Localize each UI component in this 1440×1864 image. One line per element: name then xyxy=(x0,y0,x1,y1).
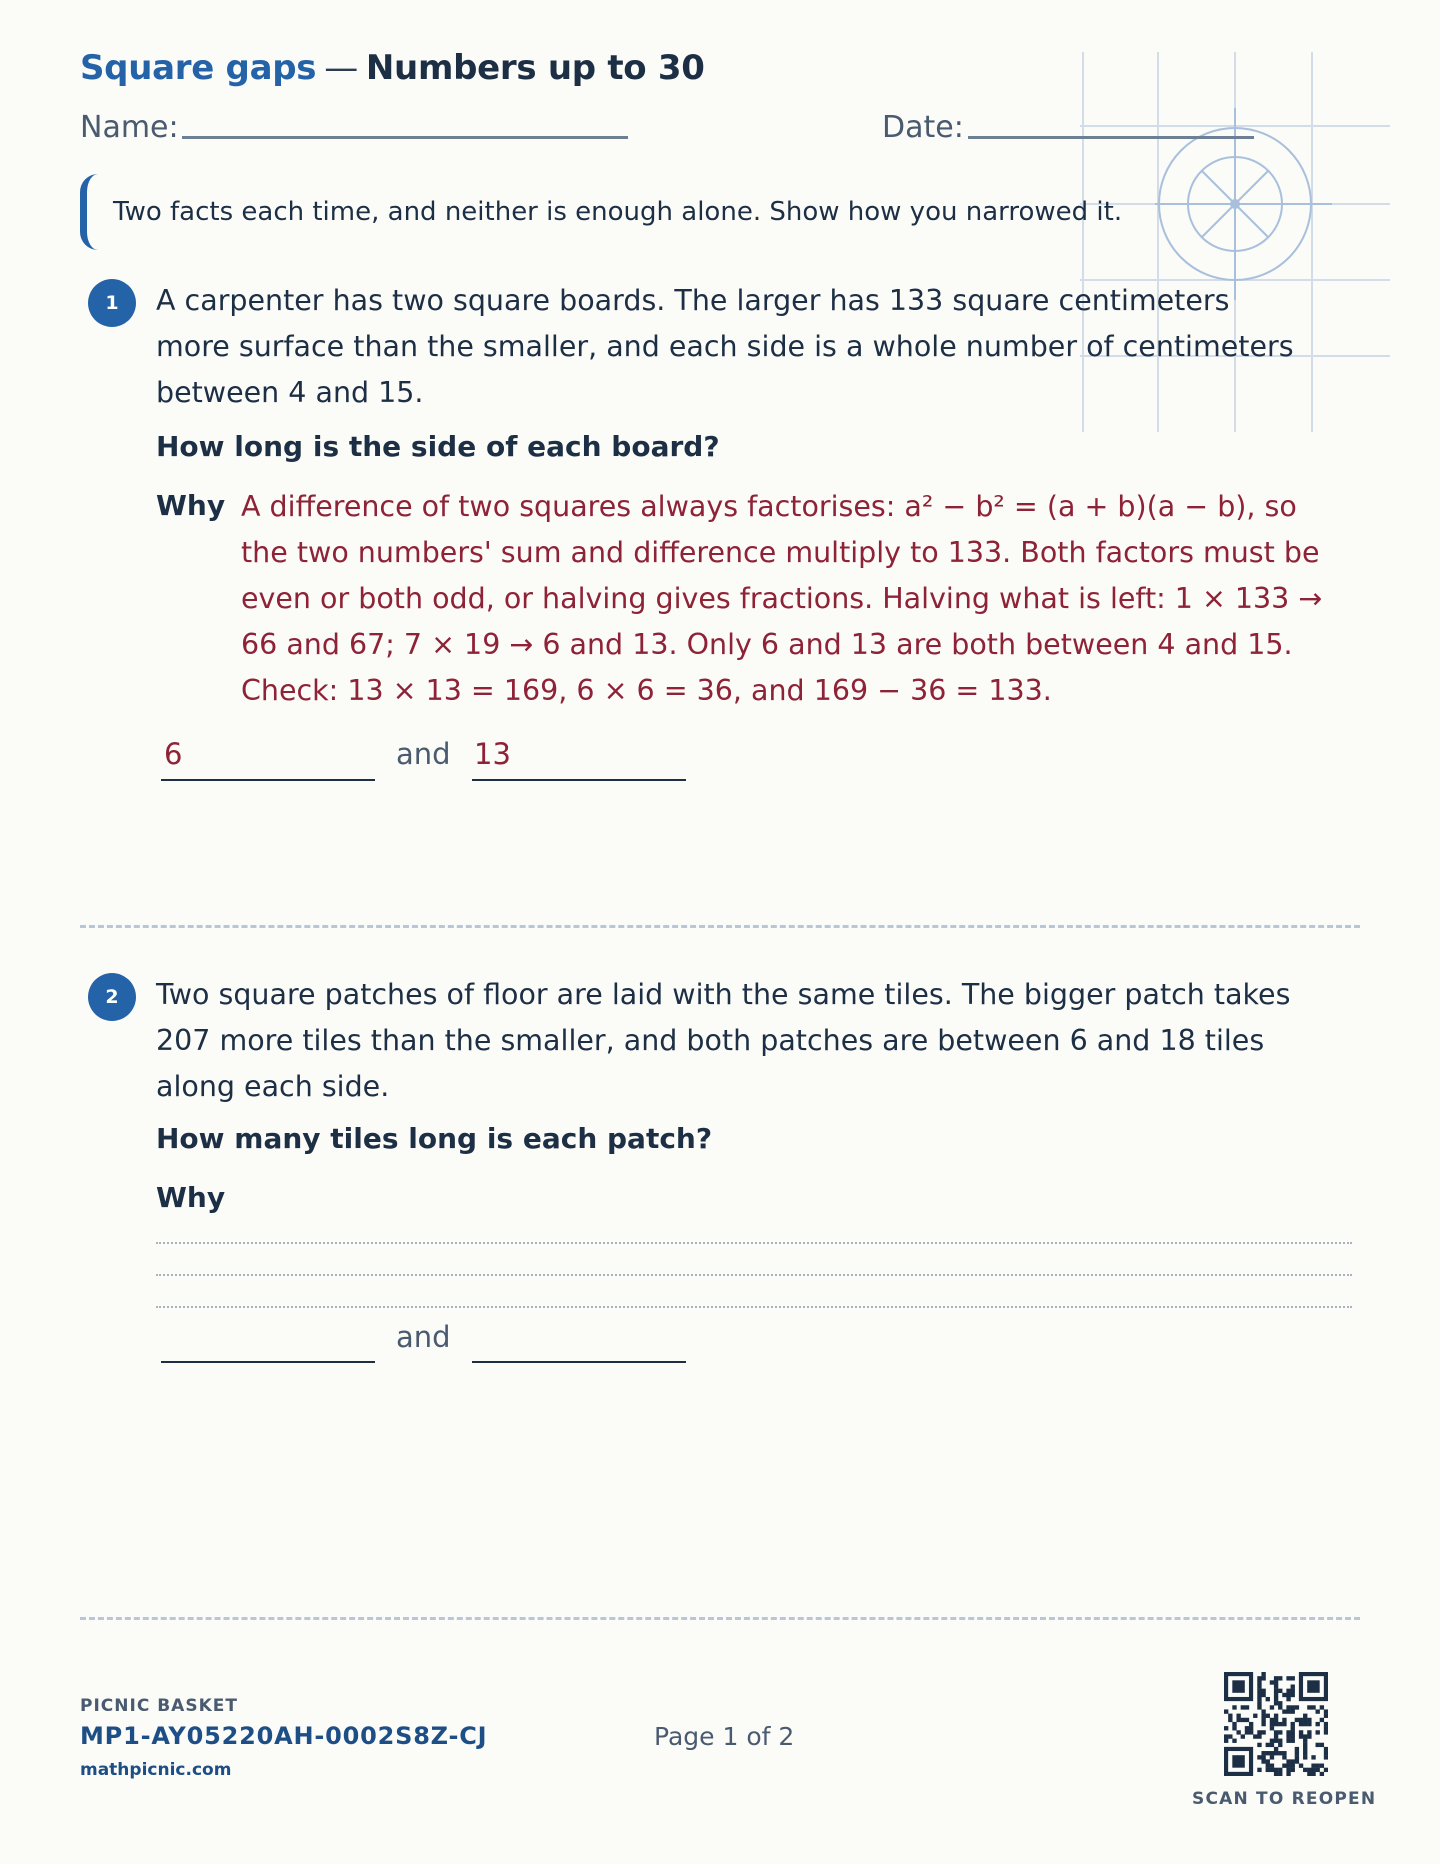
question-prompt: How long is the side of each board? xyxy=(156,430,720,463)
section-divider xyxy=(80,925,1360,928)
title-separator: — xyxy=(324,48,358,88)
answer-value-2: 13 xyxy=(474,737,511,771)
date-label: Date: xyxy=(882,110,964,145)
brand-label: PICNIC BASKET xyxy=(80,1696,238,1716)
answer-field-1[interactable] xyxy=(161,1361,375,1363)
and-label: and xyxy=(396,1320,451,1354)
why-label: Why xyxy=(156,1181,226,1214)
name-label: Name: xyxy=(80,110,179,145)
explanation-text: A difference of two squares always factorises: a² − b² = (a + b)(a − b), so the two numbers' sum and difference multiply to 133. Both factors must be even or both odd, or halving gives fractions. Halving what is left: 1 × 133 → 66 and 67; 7 × 19 → 6 and 13. Only 6 and 13 are both between 4 and 15. Check: 13 × 13 = 169, 6 × 6 = 36, and 169 − 36 = 133. xyxy=(241,490,1323,707)
site-link[interactable]: mathpicnic.com xyxy=(80,1760,232,1780)
date-field[interactable] xyxy=(968,136,1254,139)
instructions-callout: Two facts each time, and neither is enough alone. Show how you narrowed it. xyxy=(80,174,1160,250)
worksheet-code: MP1-AY05220AH-0002S8Z-CJ xyxy=(80,1722,488,1750)
answer-field-2[interactable] xyxy=(472,1361,686,1363)
question-text: A carpenter has two square boards. The larger has 133 square centimeters more surface than the smaller, and each side is a whole number of centimeters between 4 and 15. xyxy=(156,284,1294,409)
question-number-badge: 2 xyxy=(88,973,136,1021)
question-text: Two square patches of floor are laid with the same tiles. The bigger patch takes 207 more tiles than the smaller, and both patches are between 6 and 18 tiles along each side. xyxy=(156,978,1291,1103)
page-title xyxy=(80,48,705,88)
qr-code-icon[interactable] xyxy=(1224,1672,1328,1776)
question-number-badge: 1 xyxy=(88,279,136,327)
answer-field-1[interactable] xyxy=(161,779,375,781)
name-field[interactable] xyxy=(182,136,628,139)
scan-label: SCAN TO REOPEN xyxy=(1192,1789,1377,1809)
footer-divider xyxy=(80,1617,1360,1620)
title-subtitle: Numbers up to 30 xyxy=(365,48,705,88)
why-label: Why xyxy=(156,489,226,522)
writing-line[interactable] xyxy=(156,1242,1352,1244)
title-topic: Square gaps xyxy=(80,48,317,88)
answer-field-2[interactable] xyxy=(472,779,686,781)
writing-line[interactable] xyxy=(156,1274,1352,1276)
question-prompt: How many tiles long is each patch? xyxy=(156,1122,713,1155)
page-number: Page 1 of 2 xyxy=(654,1722,795,1751)
answer-value-1: 6 xyxy=(164,737,183,771)
writing-line[interactable] xyxy=(156,1306,1352,1308)
and-label: and xyxy=(396,737,451,771)
